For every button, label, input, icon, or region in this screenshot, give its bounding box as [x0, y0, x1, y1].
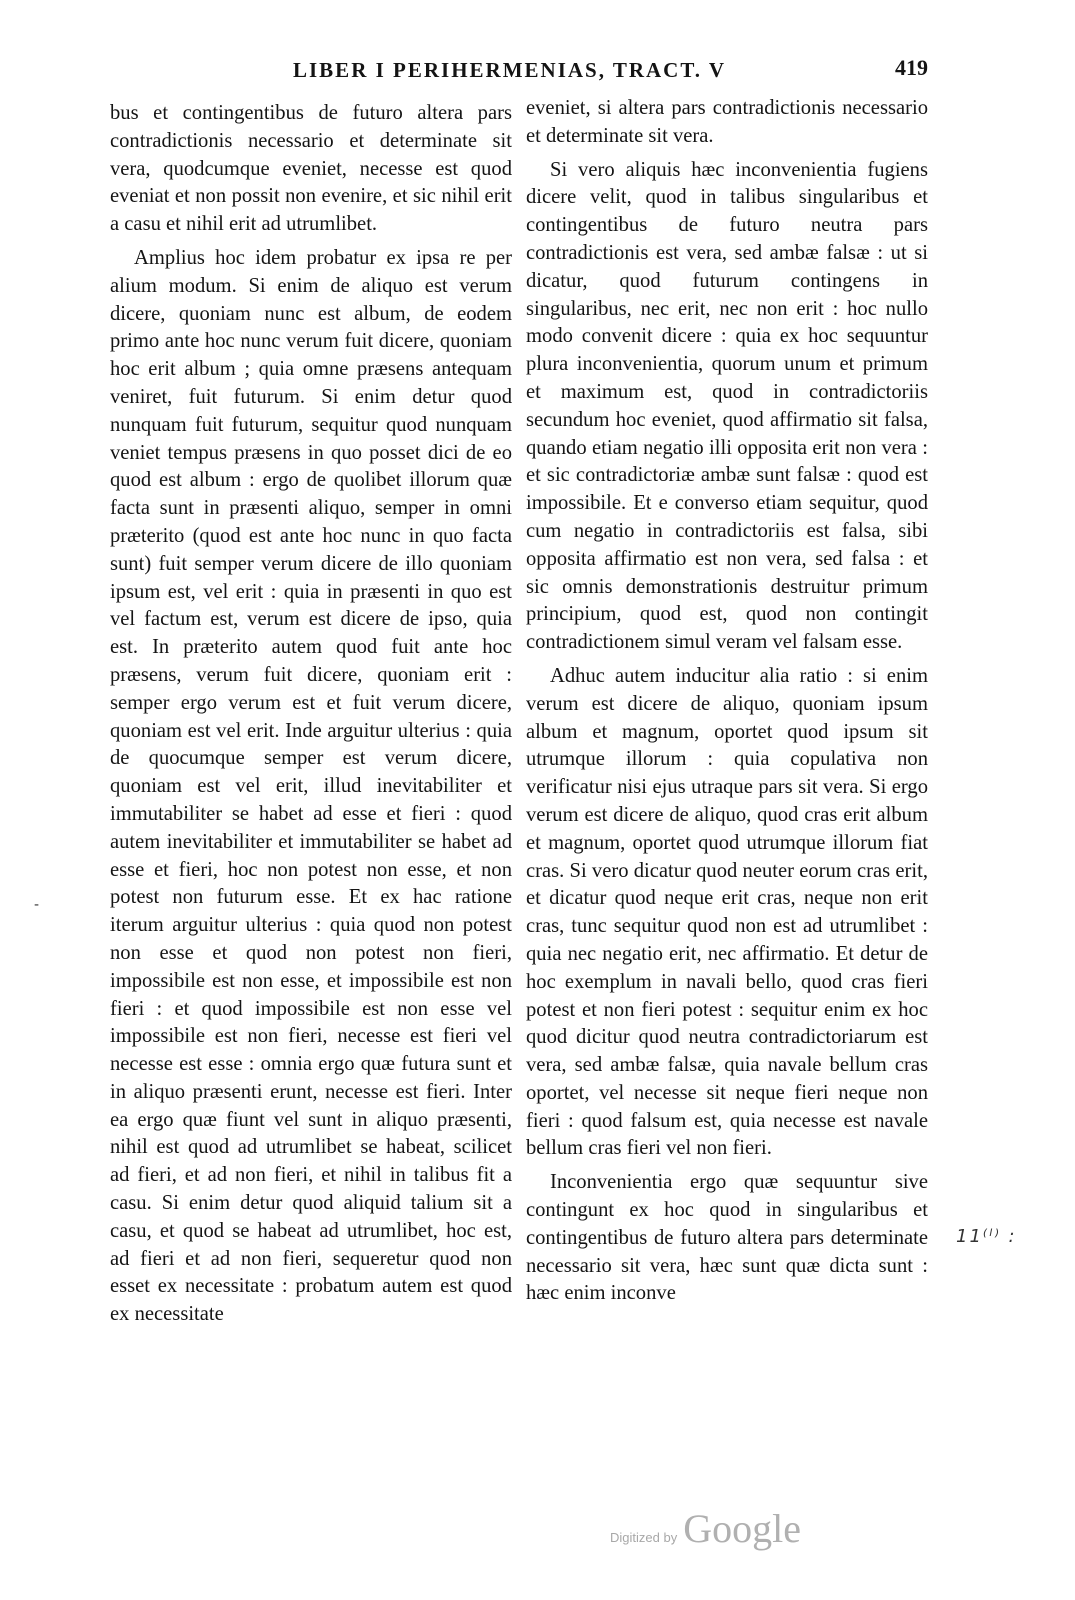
- page-number: 419: [895, 55, 928, 80]
- paragraph: Amplius hoc idem probatur ex ipsa re per alium modum. Si enim de aliquo est verum dicere, quoniam nunc est album, de eodem primo ante hoc nunc verum fuit dicere, quoniam hoc erit album ; quia omne præsens antequam veniret, fuit futurum. Si enim detur quod nunquam fuit futurum, sequitur quod nunquam veniet tempus præsens in quo posset dici de eo quod est album : ergo de quolibet illorum quæ facta sunt in præsenti aliquo, semper in omni præterito (quod est ante hoc nunc in quo facta sunt) fuit semper verum dicere de illo quoniam ipsum est, vel erit : quia in præsenti in quo est vel factum est, verum est dicere de ipso, quia est. In præterito autem quod fuit ante hoc præsens, verum fuit dicere, quoniam erit : semper ergo verum est et fuit verum dicere, quoniam est vel erit. Inde arguitur ulterius : quia de quocumque semper est verum dicere, quoniam est vel erit, illud inevitabiliter et immutabiliter se habet ad esse et fieri : quod autem inevitabiliter et immutabiliter se habet ad esse et fieri, hoc non potest non esse, et non potest non futurum esse. Et ex hac ratione iterum arguitur ulterius : quia quod non potest non esse et quod non potest non fieri, impossibile est non esse, et impossibile est non fieri : et quod impossibile est non esse vel impossibile est non fieri, necesse est fieri vel necesse est esse : omnia ergo quæ futura sunt et in aliquo præsenti erunt, necesse est fieri. Inter ea ergo quæ fiunt vel sunt in aliquo præsenti, nihil est quod ad utrumlibet se habeat, scilicet ad fieri, et ad non fieri, et nihil in talibus fit a casu. Si enim detur quod aliquid talium sit a casu, et quod se habeat ad utrumlibet, hoc est, ad fieri et ad non fieri, sequeretur quod non esset ex necessitate : probatum autem est quod ex necessitate: [110, 246, 512, 1326]
- paragraph: Inconvenientia ergo quæ sequuntur sive contingunt ex hoc quod in singularibus et contingentibus de futuro altera pars determinate necessario sit vera, hæc sunt quæ dicta sunt : hæc enim inconve: [526, 1171, 928, 1305]
- paragraph: eveniet, si altera pars contradictionis necessario et determinate sit vera.: [526, 97, 928, 147]
- digitization-watermark: [610, 1505, 801, 1552]
- paragraph: Si vero aliquis hæc inconvenientia fugiens dicere velit, quod in talibus singularibus et contingentibus de futuro neutra pars contradictionis est vera, sed ambæ falsæ : ut si dicatur, quod futurum contingens in singularibus, nec erit, nec non erit : hoc nullo modo convenit dicere : quia ex hoc sequuntur plura inconvenientia, quorum unum et primum et maximum est, quod in contradictoriis secundum hoc eveniet, quod affirmatio sit falsa, quando etiam negatio illi opposita erit non vera : et sic contradictoriæ ambæ sunt falsæ : quod est impossibile. Et e converso etiam sequitur, quod cum negatio in contradictoriis est falsa, sibi opposita affirmatio est non vera, sed falsa : et sic omnis demonstrationis destruitur primum principium, quod est, quod non contingit contradictionem simul veram vel falsam esse.: [526, 158, 928, 654]
- google-logo: Google: [683, 1506, 801, 1551]
- watermark-prefix: Digitized by: [610, 1530, 678, 1545]
- paragraph: bus et contingentibus de futuro altera pars contradictionis necessario et determinate sit vera, quodcumque eveniet, necesse est quod eveniat et non possit non evenire, et sic nihil erit a casu et nihil erit ad utrumlibet.: [110, 102, 512, 236]
- running-title: LIBER I PERIHERMENIAS, TRACT. V: [293, 58, 727, 82]
- paragraph: Adhuc autem inducitur alia ratio : si enim verum est dicere de aliquo, quoniam ipsum album et magnum, oportet quod ipsum sit utrumque illorum : quia copulativa non verificatur nisi ejus utraque pars sit vera. Si ergo verum est dicere de aliquo, quod cras erit album et magnum, oportet quod utrumque illorum fiat cras. Si vero dicatur quod neuter eorum cras erit, et dicatur quod neque erit cras, neque non erit cras, tunc sequitur quod non est ad utrumlibet : quia nec negatio erit, nec affirmatio. Et detur de hoc exemplum in navali bello, quod cras fieri potest et non fieri potest : sequitur enim ex hoc quod dicitur quod neutra contradictoriarum est vera, sed ambæ falsæ, quia navale bellum cras oportet, vel necesse sit neque fieri neque non fieri : quod falsum est, quia necesse est navale bellum cras fieri vel non fieri.: [526, 664, 928, 1160]
- margin-note-left: -: [34, 897, 40, 913]
- left-column: [110, 100, 512, 1329]
- margin-note-right: 11⁽ˡ⁾ :: [956, 1226, 1017, 1247]
- right-column: [526, 95, 928, 1308]
